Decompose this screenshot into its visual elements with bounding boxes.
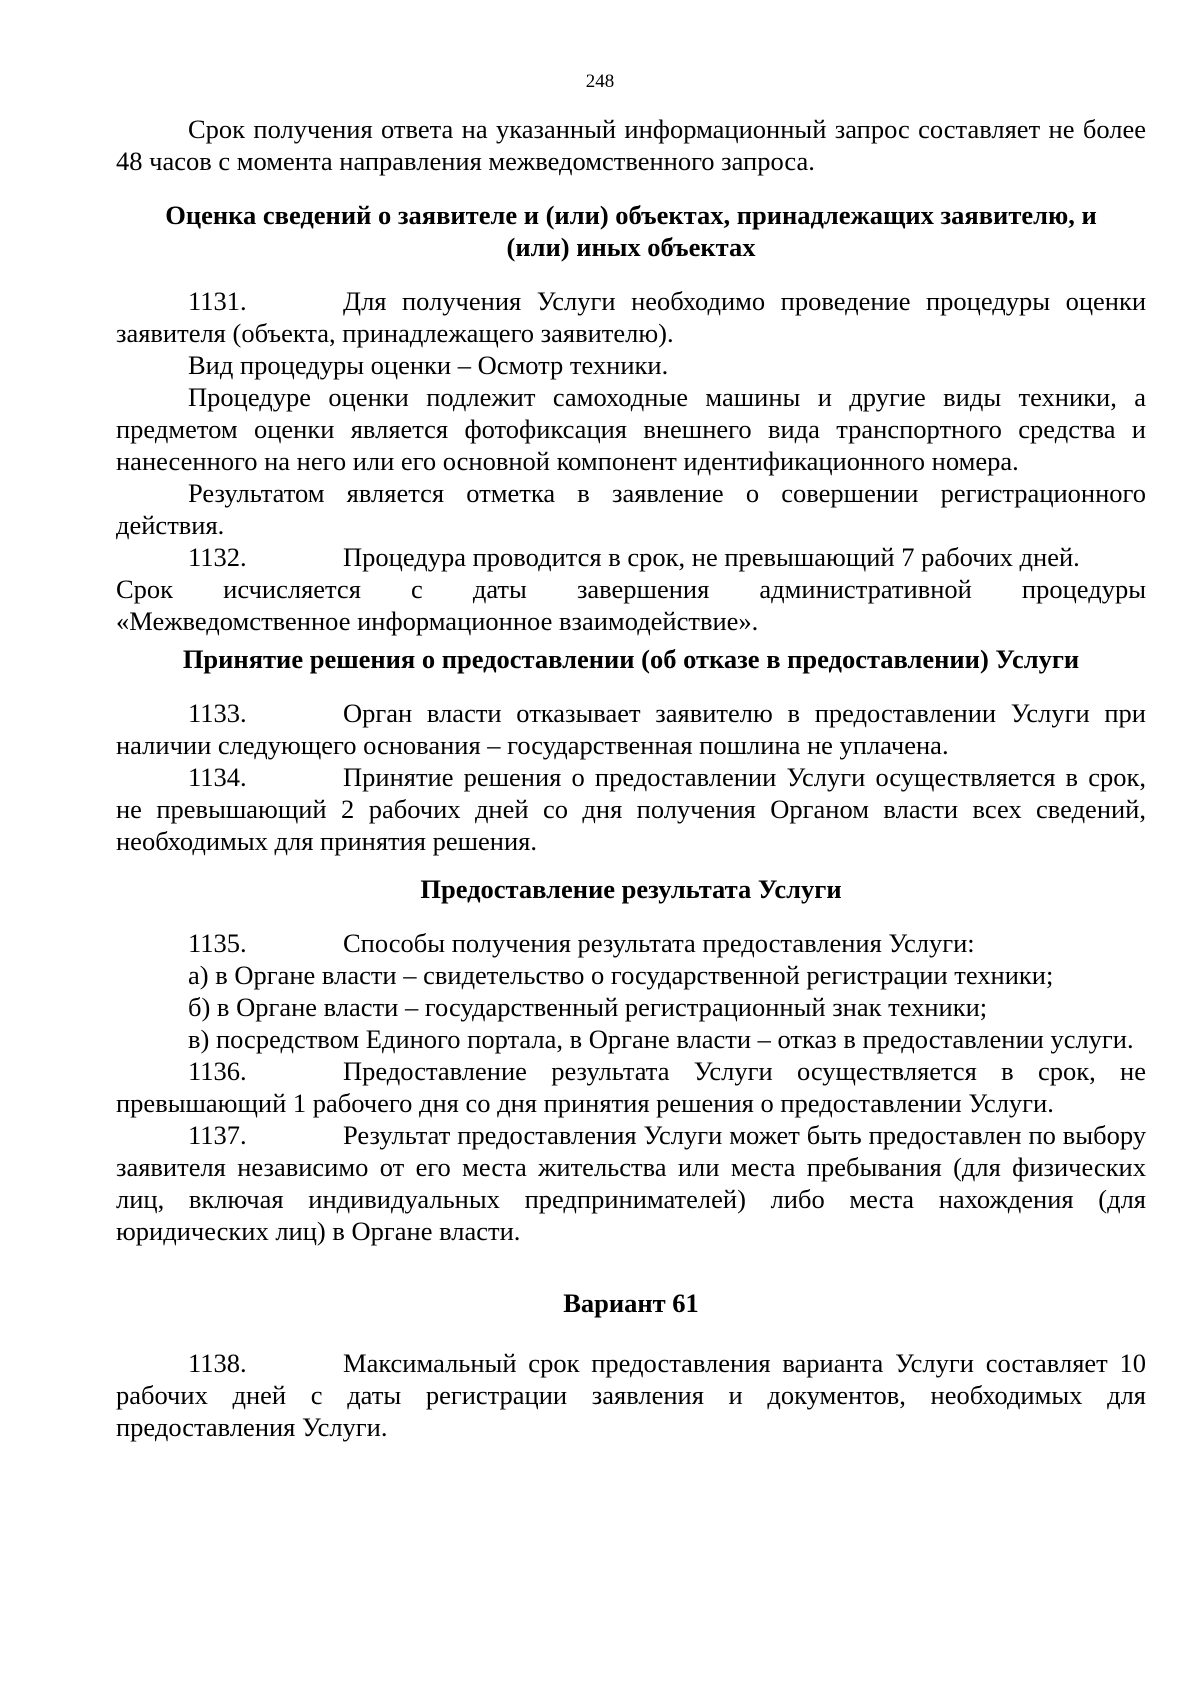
item-1131	[116, 285, 1146, 349]
page-number: 248	[585, 71, 615, 92]
item-1132	[116, 541, 1146, 573]
item-text: Максимальный срок предоставления варианта Услуги составляет 10 рабочих дней с даты регистрации заявления и документов, необходимых для предоставления Услуги.	[116, 1348, 1146, 1442]
paragraph-procedure-subject: Процедуре оценки подлежит самоходные машины и другие виды техники, а предметом оценки является фотофиксация внешнего вида транспортного средства и нанесенного на него или его основной компонент идентификационного номера.	[116, 382, 1146, 476]
list-item-a: а) в Органе власти – свидетельство о государственной регистрации техники;	[188, 960, 1054, 990]
list-item-b: б) в Органе власти – государственный регистрационный знак техники;	[188, 992, 988, 1022]
item-1132-line2: Срок исчисляется с даты завершения административной процедуры	[116, 574, 1146, 604]
list-item-c: в) посредством Единого портала, в Органе власти – отказ в предоставлении услуги.	[188, 1024, 1134, 1054]
item-text: Принятие решения о предоставлении Услуги осуществляется в срок, не превышающий 2 рабочих дней со дня получения Органом власти всех сведений, необходимых для принятия решения.	[116, 762, 1146, 856]
item-1132-line3: «Межведомственное информационное взаимодействие».	[116, 606, 759, 636]
paragraph-procedure-result: Результатом является отметка в заявление о совершении регистрационного действия.	[116, 478, 1146, 540]
item-1133	[116, 697, 1146, 761]
item-1138	[116, 1347, 1146, 1443]
item-number: 1133.	[188, 698, 247, 728]
section-heading-line1: Оценка сведений о заявителе и (или) объектах, принадлежащих заявителю, и	[165, 200, 1097, 230]
decision-block	[116, 697, 1146, 857]
item-number: 1137.	[188, 1120, 247, 1150]
item-number: 1134.	[188, 762, 247, 792]
intro-block	[116, 113, 1146, 177]
section-heading: Вариант 61	[563, 1288, 699, 1318]
section-heading: Принятие решения о предоставлении (об отказе в предоставлении) Услуги	[182, 644, 1080, 674]
assessment-block	[116, 285, 1146, 637]
item-number: 1135.	[188, 928, 247, 958]
item-text: Результат предоставления Услуги может быть предоставлен по выбору заявителя независимо от его места жительства или места пребывания (для физических лиц, включая индивидуальных предпринимателей) либо места нахождения (для юридических лиц) в Органе власти.	[116, 1120, 1146, 1246]
item-text: Для получения Услуги необходимо проведение процедуры оценки заявителя (объекта, принадлежащего заявителю).	[116, 286, 1146, 348]
item-text: Способы получения результата предоставления Услуги:	[343, 928, 975, 958]
item-number: 1136.	[188, 1056, 247, 1086]
item-text: Процедура проводится в срок, не превышающий 7 рабочих дней.	[343, 542, 1080, 572]
item-number: 1132.	[188, 542, 247, 572]
result-block	[116, 927, 1146, 1247]
section-heading-line2: (или) иных объектах	[506, 232, 756, 262]
item-text: Орган власти отказывает заявителю в предоставлении Услуги при наличии следующего основания – государственная пошлина не уплачена.	[116, 698, 1146, 760]
item-text: Предоставление результата Услуги осуществляется в срок, не превышающий 1 рабочего дня со дня принятия решения о предоставлении Услуги.	[116, 1056, 1146, 1118]
intro-paragraph: Срок получения ответа на указанный информационный запрос составляет не более 48 часов с момента направления межведомственного запроса.	[116, 114, 1146, 176]
section-heading-assessment	[116, 199, 1146, 263]
item-number: 1131.	[188, 286, 247, 316]
item-1135	[116, 927, 1146, 959]
section-heading: Предоставление результата Услуги	[420, 874, 842, 904]
item-1134	[116, 761, 1146, 857]
paragraph-procedure-type: Вид процедуры оценки – Осмотр техники.	[188, 350, 669, 380]
item-1137	[116, 1119, 1146, 1247]
variant-block	[116, 1347, 1146, 1443]
section-heading-decision	[116, 643, 1146, 675]
section-heading-variant	[116, 1287, 1146, 1319]
item-number: 1138.	[188, 1348, 247, 1378]
item-1136	[116, 1055, 1146, 1119]
section-heading-result	[116, 873, 1146, 905]
